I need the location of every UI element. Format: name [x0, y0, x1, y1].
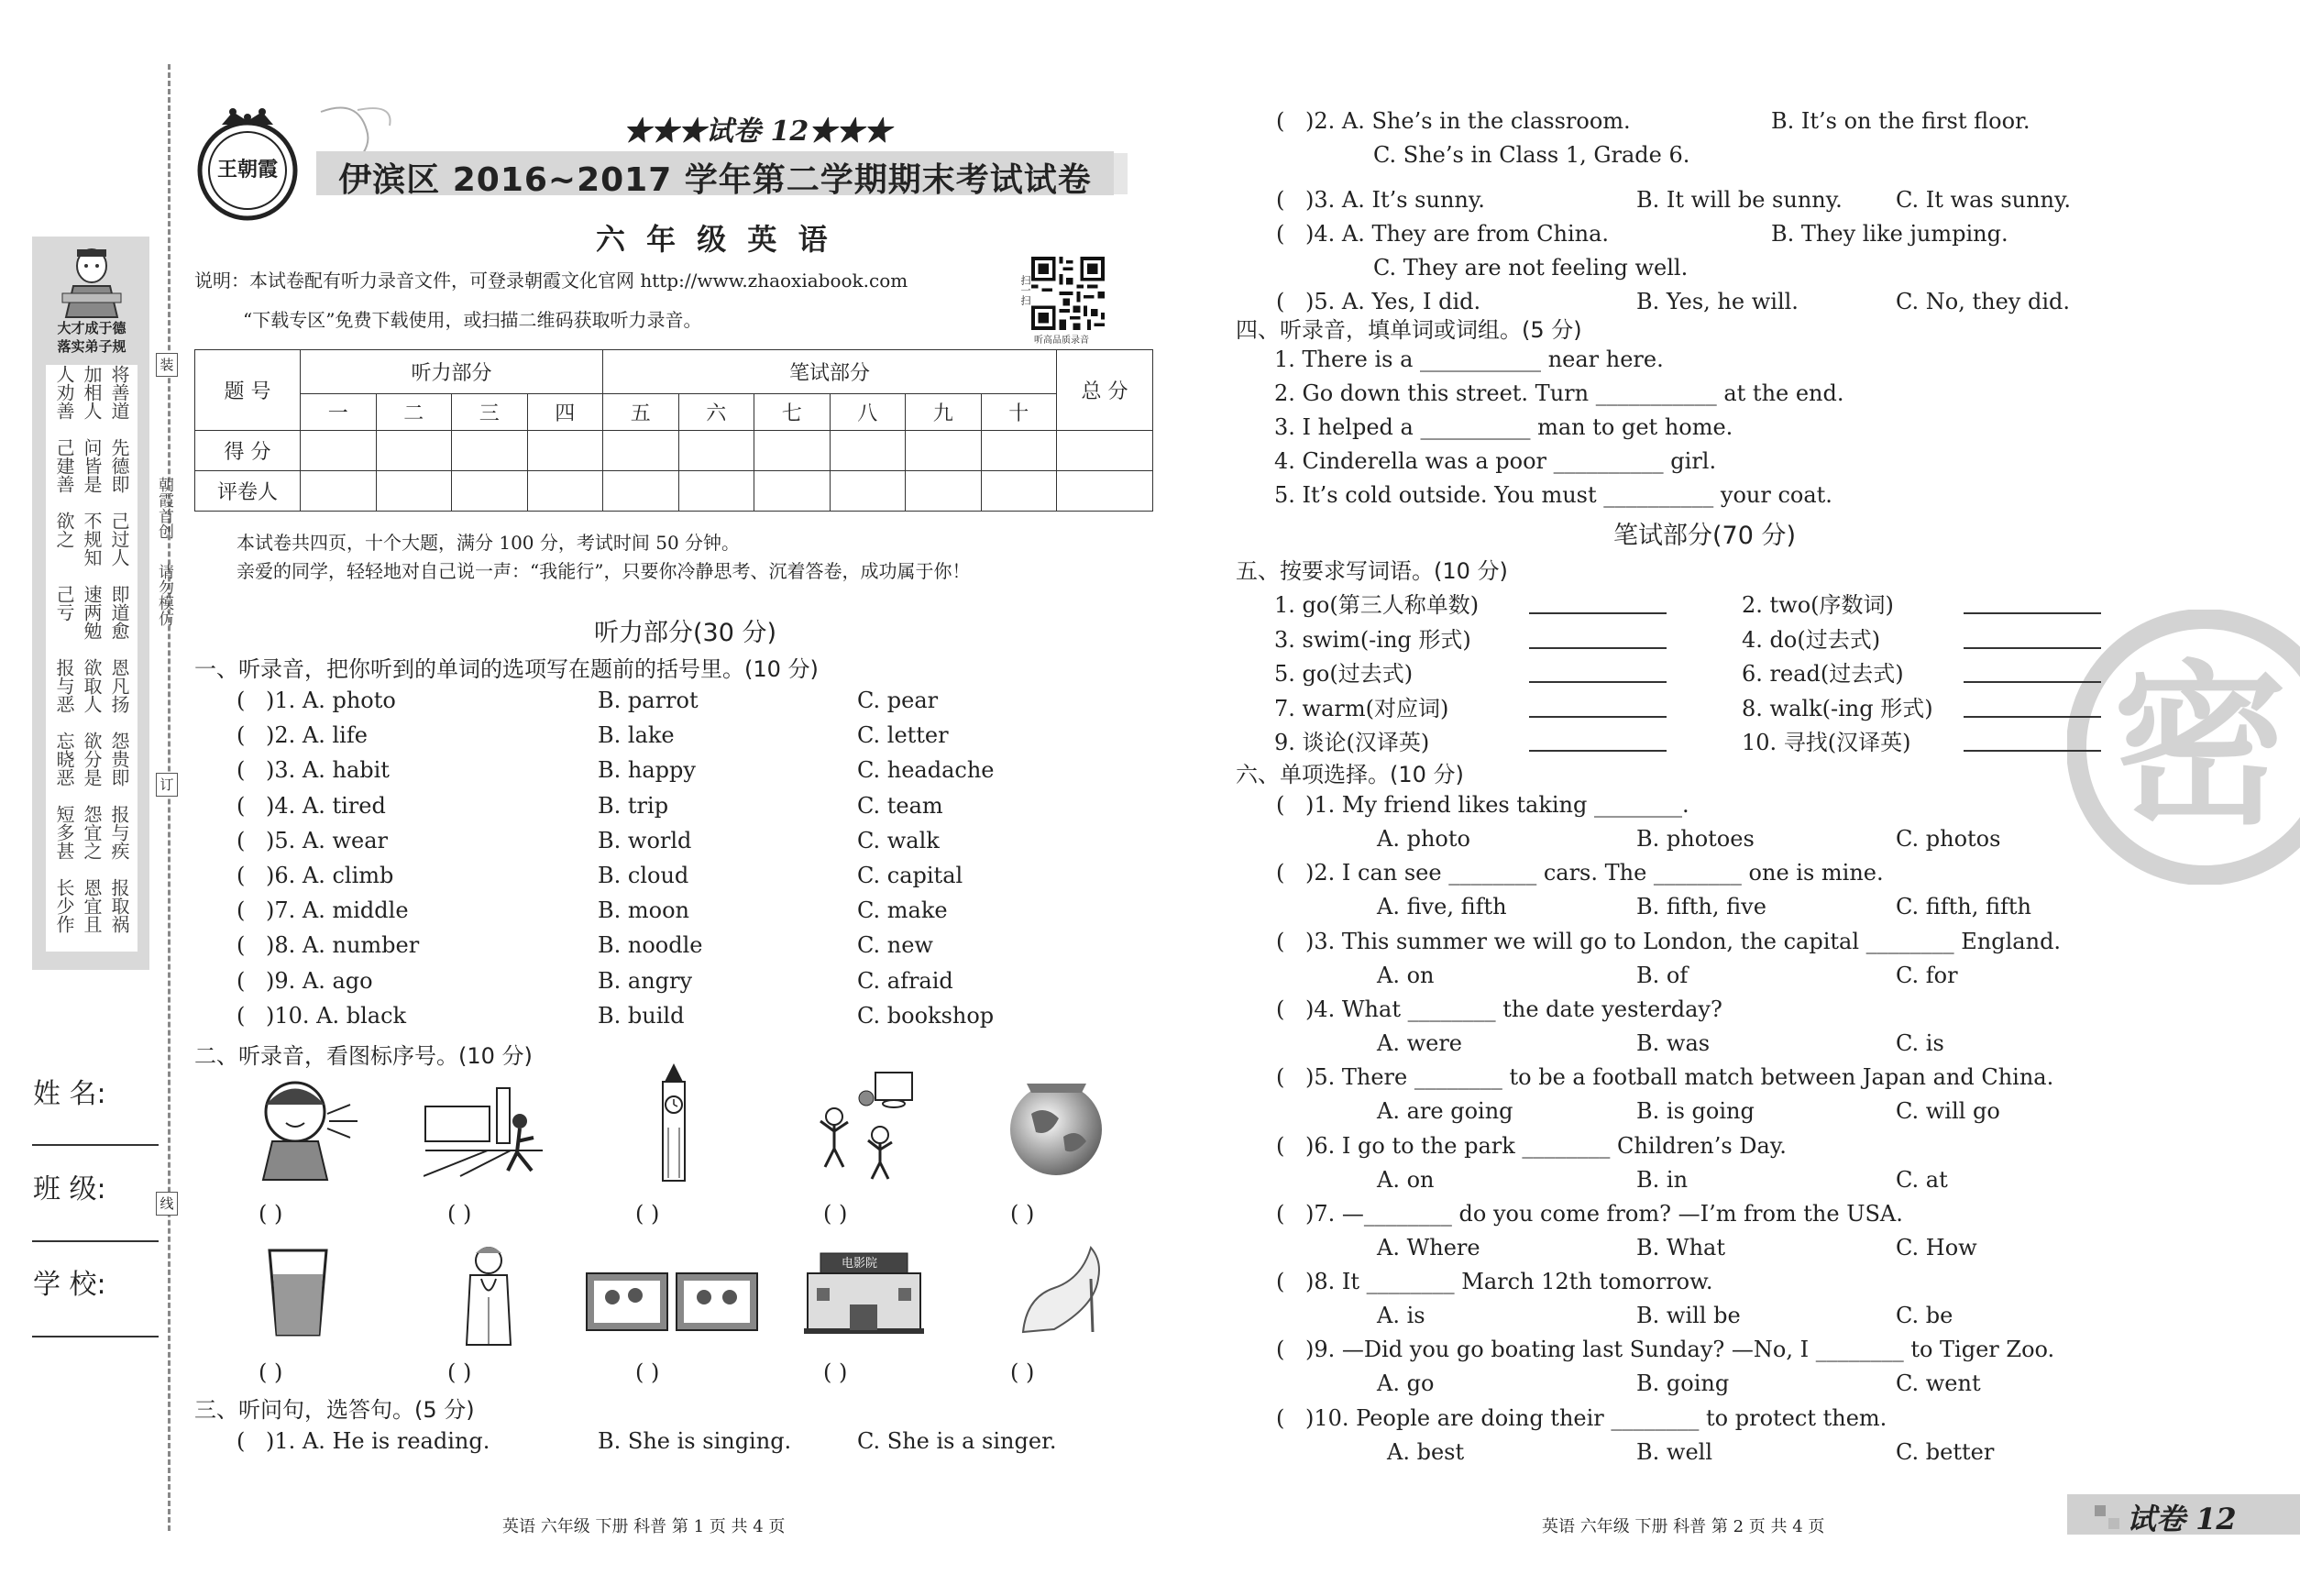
option-a: A. go — [1377, 1370, 1435, 1397]
corner-square-icon — [2108, 1518, 2119, 1529]
motto-column: 报与疾 — [108, 805, 130, 860]
word-task: 4. do(过去式) — [1742, 626, 1881, 653]
col-num: 十 — [981, 394, 1057, 431]
option-a: )3. A. habit — [266, 757, 390, 784]
row-grader-label: 评卷人 — [195, 471, 301, 512]
option-a: A. Where — [1377, 1234, 1480, 1260]
option-c: C. for — [1896, 962, 1958, 988]
earth-globe-image — [1008, 1073, 1105, 1178]
option-b: B. going — [1636, 1370, 1730, 1397]
answer-blank[interactable] — [1964, 716, 2101, 718]
motto-column: 人劝善 — [53, 365, 75, 420]
qr-caption: 听高品质录音 — [1034, 336, 1089, 346]
exam-info-line1: 本试卷共四页，十个大题，满分 100 分，考试时间 50 分钟。 — [237, 532, 741, 554]
option-b: B. will be — [1636, 1303, 1741, 1329]
option-a: A. is — [1377, 1303, 1425, 1329]
motto-column: 己建善 — [53, 438, 75, 493]
basketball-kids-image — [811, 1071, 921, 1181]
score-cell[interactable] — [830, 431, 906, 471]
answer-paren[interactable]: ( — [237, 792, 246, 819]
option-b: B. happy — [598, 757, 696, 784]
option-c: C. letter — [857, 722, 949, 749]
question-text: )7. —________ do you come from? —I’m from the USA. — [1305, 1200, 1903, 1227]
exam-title: 伊滨区 2016~2017 学年第二学期期末考试试卷 — [338, 161, 1092, 199]
option-a: )2. A. She’s in the classroom. — [1305, 108, 1631, 134]
qr-code-icon[interactable] — [1031, 257, 1105, 330]
option-b: B. It will be sunny. — [1636, 187, 1843, 213]
section5-title: 五、按要求写词语。(10 分) — [1236, 558, 1508, 584]
answer-paren[interactable]: ( — [1276, 860, 1285, 886]
motto-column: 欲取人 — [81, 658, 103, 713]
class-field[interactable] — [32, 1240, 159, 1242]
option-c: C. new — [857, 932, 933, 959]
answer-blank[interactable] — [1964, 681, 2101, 683]
option-c: C. fifth, fifth — [1896, 894, 2032, 920]
score-cell[interactable] — [527, 431, 603, 471]
option-c: C. at — [1896, 1166, 1948, 1193]
word-task: 8. walk(-ing 形式) — [1742, 695, 1933, 721]
col-num: 三 — [452, 394, 528, 431]
section3-title: 三、听问句，选答句。(5 分) — [194, 1397, 475, 1423]
motto-column: 长少作 — [53, 878, 75, 933]
score-cell[interactable] — [754, 431, 831, 471]
answer-paren[interactable]: ( — [1276, 289, 1285, 314]
option-b: B. trip — [598, 792, 669, 819]
fill-blank-line: 4. Cinderella was a poor __________ girl. — [1274, 448, 1717, 474]
option-a: A. were — [1377, 1029, 1463, 1056]
word-task: 9. 谈论(汉译英) — [1274, 730, 1430, 755]
option-b: B. well — [1636, 1438, 1712, 1465]
school-field[interactable] — [32, 1336, 159, 1337]
writing-group-header: 笔试部分 — [603, 350, 1057, 394]
word-task: 10. 寻找(汉译英) — [1742, 730, 1911, 755]
motto-column: 先德即 — [108, 438, 130, 493]
answer-paren[interactable]: ( — [237, 967, 246, 994]
option-a: )8. A. number — [266, 932, 420, 959]
answer-paren[interactable]: ( — [237, 897, 246, 924]
col-num: 九 — [906, 394, 982, 431]
motto-column: 恩宜且 — [81, 878, 103, 933]
grader-cell[interactable] — [452, 471, 528, 512]
answer-blank[interactable] — [1529, 681, 1667, 683]
answer-paren[interactable]: ( ) — [447, 1201, 472, 1227]
writing-part-title: 笔试部分(70 分) — [1613, 522, 1797, 550]
option-b: B. Yes, he will. — [1636, 289, 1799, 314]
motto-column: 怨宜之 — [81, 805, 103, 860]
motto-column: 加相人 — [81, 365, 103, 420]
option-c: C. headache — [857, 757, 995, 784]
option-c: C. is — [1896, 1029, 1944, 1056]
col-question-header: 题 号 — [195, 350, 301, 431]
option-b: B. world — [598, 827, 692, 853]
sneezing-girl-image — [240, 1077, 364, 1183]
option-b: B. fifth, five — [1636, 894, 1766, 920]
water-glass-image — [266, 1247, 330, 1338]
grader-cell[interactable] — [301, 471, 377, 512]
score-cell[interactable] — [452, 431, 528, 471]
option-a: )5. A. Yes, I did. — [1305, 289, 1481, 314]
option-a: )1. A. He is reading. — [266, 1428, 490, 1454]
cinema-sign: 电影院 — [842, 1257, 878, 1271]
question-text: )8. It ________ March 12th tomorrow. — [1305, 1269, 1713, 1295]
option-b: B. angry — [598, 967, 693, 994]
motto-column: 问皆是 — [81, 438, 103, 493]
option-b: B. parrot — [598, 688, 699, 713]
option-c: C. She is a singer. — [857, 1428, 1057, 1454]
option-b: B. was — [1636, 1029, 1711, 1056]
option-b: B. It’s on the first floor. — [1771, 108, 2030, 134]
corner-paper-number: 试卷 12 — [2127, 1502, 2237, 1536]
score-cell[interactable] — [981, 431, 1057, 471]
grader-cell[interactable] — [981, 471, 1057, 512]
col-num: 七 — [754, 394, 831, 431]
score-cell[interactable] — [603, 431, 679, 471]
col-num: 一 — [301, 394, 377, 431]
option-c: C. photos — [1896, 826, 2001, 852]
option-a: A. on — [1377, 962, 1435, 988]
question-text: )4. What ________ the date yesterday? — [1305, 996, 1722, 1022]
word-task: 1. go(第三人称单数) — [1274, 592, 1480, 618]
paper-number: ★★★试卷 12★★★ — [623, 116, 892, 148]
answer-paren[interactable]: ( — [1276, 108, 1285, 134]
option-c: C. team — [857, 792, 943, 819]
word-task: 2. two(序数词) — [1742, 592, 1894, 618]
option-c: C. will go — [1896, 1098, 2000, 1125]
grader-cell[interactable] — [830, 471, 906, 512]
fill-blank-line: 1. There is a ___________ near here. — [1274, 347, 1664, 372]
bind-mark-zhuang: 装 — [156, 353, 178, 377]
fill-blank-line: 2. Go down this street. Turn ___________ at the end. — [1274, 380, 1844, 406]
option-b: B. is going — [1636, 1098, 1755, 1125]
answer-paren[interactable]: ( ) — [259, 1201, 283, 1227]
option-c: C. be — [1896, 1303, 1953, 1329]
name-field[interactable] — [32, 1144, 159, 1146]
option-b: B. She is singing. — [598, 1428, 792, 1454]
audio-note-line1: 说明：本试卷配有听力录音文件，可登录朝霞文化官网 http://www.zhaoxiabook.com — [194, 270, 908, 292]
answer-paren[interactable]: ( — [237, 688, 246, 713]
answer-blank[interactable] — [1964, 612, 2101, 614]
answer-blank[interactable] — [1529, 647, 1667, 649]
motto-column: 报与恶 — [53, 658, 75, 713]
answer-paren[interactable]: ( — [237, 863, 246, 888]
answer-paren[interactable]: ( ) — [1010, 1201, 1035, 1227]
class-label: 班 级: — [33, 1173, 106, 1205]
score-cell[interactable] — [906, 431, 982, 471]
option-a: )5. A. wear — [266, 827, 389, 853]
score-cell[interactable] — [301, 431, 377, 471]
option-b: B. noodle — [598, 932, 703, 959]
option-c: C. They are not feeling well. — [1373, 255, 1689, 281]
footer-page2: 英语 六年级 下册 科普 第 2 页 共 4 页 — [1542, 1517, 1825, 1536]
school-label: 学 校: — [33, 1269, 106, 1301]
answer-paren[interactable]: ( — [1276, 928, 1285, 954]
grader-cell[interactable] — [754, 471, 831, 512]
option-c: C. She’s in Class 1, Grade 6. — [1373, 142, 1690, 168]
motto-heading: 大才成于德 落实弟子规 — [57, 320, 127, 355]
student-cartoon-icon — [46, 246, 138, 319]
motto-column: 己过人 — [108, 512, 130, 567]
subject-title: 六 年 级 英 语 — [596, 222, 833, 257]
grader-cell[interactable] — [678, 471, 754, 512]
score-cell[interactable] — [678, 431, 754, 471]
answer-paren[interactable]: ( ) — [635, 1201, 660, 1227]
answer-paren[interactable]: ( — [1276, 996, 1285, 1022]
col-num: 八 — [830, 394, 906, 431]
motto-column: 怨贵即 — [108, 732, 130, 787]
section1-title: 一、听录音，把你听到的单词的选项写在题前的括号里。(10 分) — [194, 656, 819, 682]
answer-paren[interactable]: ( — [237, 827, 246, 853]
word-task: 5. go(过去式) — [1274, 661, 1414, 687]
answer-paren[interactable]: ( ) — [823, 1359, 848, 1385]
motto-text — [46, 365, 138, 952]
option-a: )3. A. It’s sunny. — [1305, 187, 1485, 213]
photo-frames-image — [585, 1270, 759, 1334]
answer-paren[interactable]: ( — [1276, 187, 1285, 213]
answer-paren[interactable]: ( ) — [447, 1359, 472, 1385]
option-b: B. What — [1636, 1234, 1725, 1260]
question-text: )1. My friend likes taking ________. — [1305, 792, 1689, 818]
score-cell[interactable] — [1057, 431, 1153, 471]
option-a: )10. A. black — [266, 1002, 407, 1029]
option-c: C. make — [857, 897, 948, 924]
answer-paren[interactable]: ( — [237, 722, 246, 749]
exam-info-line2: 亲爱的同学，轻轻地对自己说一声：“我能行”，只要你冷静思考、沉着答卷，成功属于你！ — [237, 560, 971, 582]
vertical-note-no-copy: 请勿模仿 — [155, 564, 173, 626]
question-text: )9. —Did you go boating last Sunday? —No, I ________ to Tiger Zoo. — [1305, 1337, 2055, 1363]
grader-cell[interactable] — [527, 471, 603, 512]
option-b: B. photoes — [1636, 826, 1755, 852]
motto-column: 恩凡扬 — [108, 658, 130, 713]
answer-paren[interactable]: ( — [237, 757, 246, 784]
motto-column: 报取祸 — [108, 878, 130, 933]
option-a: )1. A. photo — [266, 688, 396, 713]
audio-note-line2: “下载专区”免费下载使用，或扫描二维码获取听力录音。 — [243, 309, 702, 331]
listening-group-header: 听力部分 — [301, 350, 603, 394]
grader-cell[interactable] — [906, 471, 982, 512]
answer-paren[interactable]: ( — [1276, 1064, 1285, 1091]
word-task: 3. swim(-ing 形式) — [1274, 626, 1471, 653]
answer-paren[interactable]: ( — [1276, 1404, 1285, 1431]
option-a: )4. A. They are from China. — [1305, 221, 1610, 247]
col-num: 二 — [376, 394, 452, 431]
question-text: )2. I can see ________ cars. The ________ one is mine. — [1305, 860, 1884, 886]
answer-paren[interactable]: ( — [1276, 792, 1285, 818]
word-task: 7. warm(对应词) — [1274, 695, 1449, 721]
bind-mark-ding: 订 — [156, 773, 178, 797]
option-c: C. bookshop — [857, 1002, 995, 1029]
question-text: )6. I go to the park ________ Children’s Day. — [1305, 1132, 1787, 1159]
glass-slipper-image — [1018, 1242, 1105, 1338]
motto-column: 己亏 — [53, 585, 75, 622]
motto-column: 速两勉 — [81, 585, 103, 640]
section4-title: 四、听录音，填单词或词组。(5 分) — [1236, 317, 1582, 343]
answer-blank[interactable] — [1529, 612, 1667, 614]
option-a: A. on — [1377, 1166, 1435, 1193]
option-a: A. are going — [1377, 1098, 1513, 1125]
listening-part-title: 听力部分(30 分) — [594, 619, 777, 647]
motto-column: 欲分是 — [81, 732, 103, 787]
name-label: 姓 名: — [33, 1078, 106, 1110]
section2-title: 二、听录音，看图标序号。(10 分) — [194, 1043, 533, 1069]
option-b: B. cloud — [598, 863, 689, 888]
option-c: C. better — [1896, 1438, 1995, 1465]
fill-blank-line: 3. I helped a __________ man to get home. — [1274, 414, 1733, 440]
fold-line — [168, 64, 171, 1531]
option-c: C. No, they did. — [1896, 289, 2070, 314]
logo-text: 王朝霞 — [216, 158, 278, 182]
option-a: )7. A. middle — [266, 897, 409, 924]
answer-paren[interactable]: ( ) — [635, 1359, 660, 1385]
col-num: 六 — [678, 394, 754, 431]
option-a: A. photo — [1377, 826, 1470, 852]
answer-paren[interactable]: ( — [1276, 221, 1285, 247]
col-total-header: 总 分 — [1057, 350, 1153, 431]
option-a: )6. A. climb — [266, 863, 394, 888]
option-b: B. moon — [598, 897, 690, 924]
footer-page1: 英语 六年级 下册 科普 第 1 页 共 4 页 — [502, 1517, 786, 1536]
option-c: C. pear — [857, 688, 939, 713]
corner-square-icon — [2095, 1505, 2106, 1516]
option-b: B. lake — [598, 722, 675, 749]
clock-tower-image — [655, 1063, 692, 1183]
answer-paren[interactable]: ( ) — [259, 1359, 283, 1385]
option-c: C. capital — [857, 863, 963, 888]
answer-paren[interactable]: ( ) — [823, 1201, 848, 1227]
motto-column: 即道愈 — [108, 585, 130, 640]
option-a: A. best — [1387, 1438, 1465, 1465]
option-a: )2. A. life — [266, 722, 368, 749]
col-num: 四 — [527, 394, 603, 431]
answer-paren[interactable]: ( ) — [1010, 1359, 1035, 1385]
fill-blank-line: 5. It’s cold outside. You must __________ your coat. — [1274, 482, 1832, 508]
question-text: )5. There ________ to be a football match between Japan and China. — [1305, 1064, 2054, 1091]
grader-cell[interactable] — [376, 471, 452, 512]
motto-column: 欲之 — [53, 512, 75, 548]
option-a: )4. A. tired — [266, 792, 386, 819]
score-cell[interactable] — [376, 431, 452, 471]
motto-column: 忘晓恶 — [53, 732, 75, 787]
motto-column: 短多甚 — [53, 805, 75, 860]
option-c: C. afraid — [857, 967, 953, 994]
option-a: A. five, fifth — [1377, 894, 1507, 920]
bind-mark-xian: 线 — [156, 1192, 178, 1216]
answer-paren[interactable]: ( — [1276, 1200, 1285, 1227]
section6-title: 六、单项选择。(10 分) — [1236, 762, 1464, 787]
answer-blank[interactable] — [1964, 647, 2101, 649]
answer-paren[interactable]: ( — [1276, 1269, 1285, 1295]
qr-scan-label: 扫一扫 — [1019, 275, 1031, 305]
option-a: )9. A. ago — [266, 967, 373, 994]
answer-blank[interactable] — [1529, 750, 1667, 752]
walking-street-image — [424, 1086, 547, 1178]
grader-cell[interactable] — [1057, 471, 1153, 512]
motto-column: 将善道 — [108, 365, 130, 420]
answer-paren[interactable]: ( — [1276, 1132, 1285, 1159]
col-num: 五 — [603, 394, 679, 431]
answer-paren[interactable]: ( — [1276, 1337, 1285, 1363]
row-score-label: 得 分 — [195, 431, 301, 471]
question-text: )3. This summer we will go to London, the capital ________ England. — [1305, 928, 2062, 954]
option-c: C. went — [1896, 1370, 1981, 1397]
option-c: C. How — [1896, 1234, 1977, 1260]
doctor-image — [454, 1242, 523, 1348]
option-c: C. It was sunny. — [1896, 187, 2072, 213]
question-text: )10. People are doing their ________ to protect them. — [1305, 1404, 1887, 1431]
option-b: B. in — [1636, 1166, 1689, 1193]
option-b: B. of — [1636, 962, 1689, 988]
watermark-char: 密 — [2113, 645, 2288, 848]
option-c: C. walk — [857, 827, 940, 853]
option-b: B. build — [598, 1002, 685, 1029]
word-task: 6. read(过去式) — [1742, 661, 1904, 687]
answer-blank[interactable] — [1964, 750, 2101, 752]
answer-paren[interactable]: ( — [237, 1002, 246, 1029]
option-b: B. They like jumping. — [1771, 221, 2008, 247]
answer-paren[interactable]: ( — [237, 1428, 246, 1454]
score-table — [194, 349, 1153, 512]
vertical-note-original: 朝霞首创 — [155, 477, 173, 539]
grader-cell[interactable] — [603, 471, 679, 512]
answer-paren[interactable]: ( — [237, 932, 246, 959]
answer-blank[interactable] — [1529, 716, 1667, 718]
motto-column: 不规知 — [81, 512, 103, 567]
